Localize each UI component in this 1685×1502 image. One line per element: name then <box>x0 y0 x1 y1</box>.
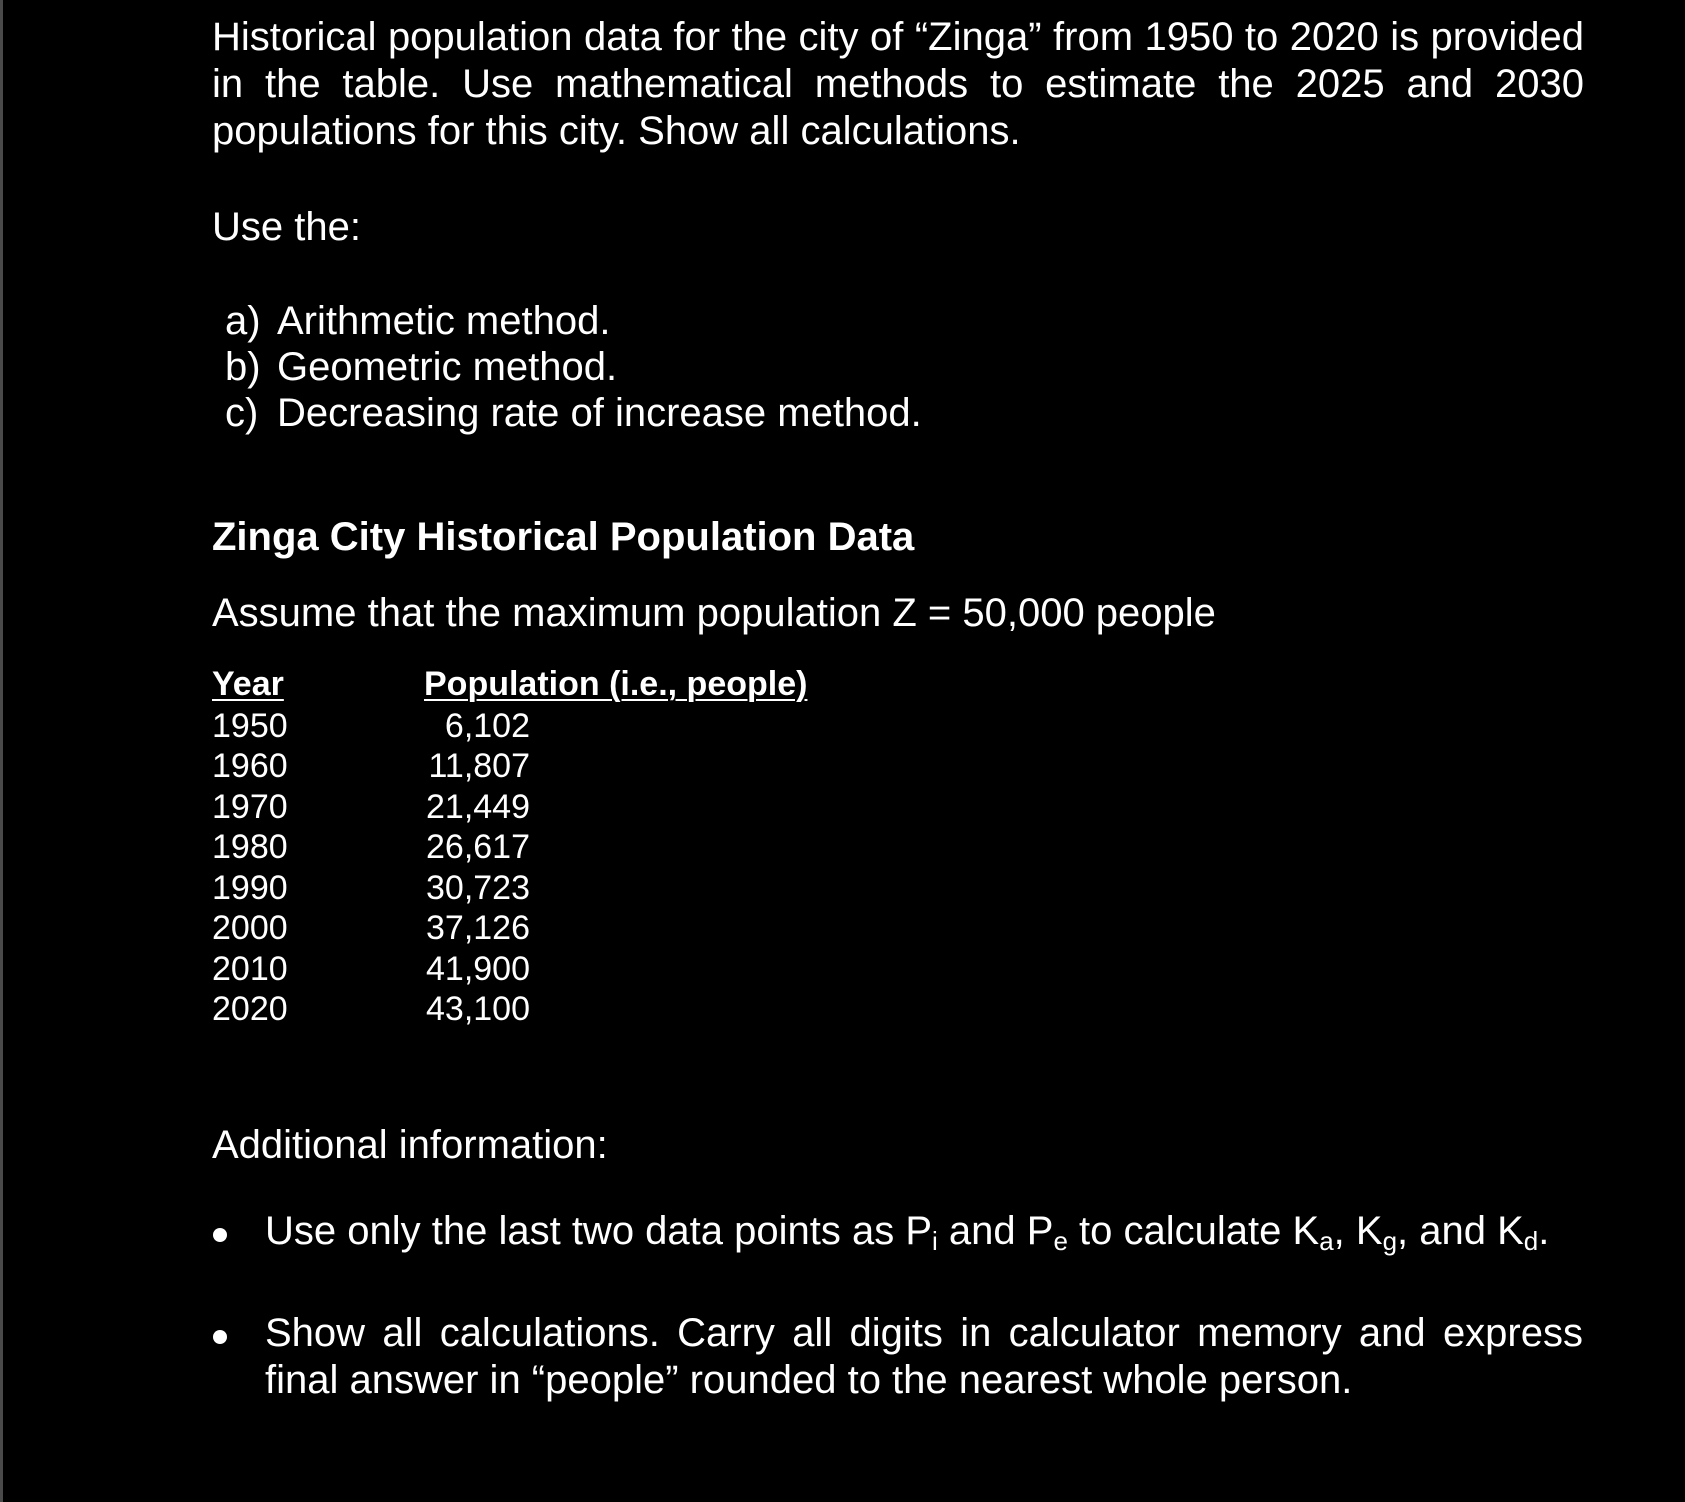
subscript-g: g <box>1382 1226 1398 1256</box>
table-cell-population: 11,807 <box>428 747 530 785</box>
bullet-item-last-two-points <box>265 1208 1549 1255</box>
bullet-icon <box>213 1228 227 1242</box>
table-cell-population: 41,900 <box>426 950 530 988</box>
table-cell-population: 26,617 <box>426 828 530 866</box>
additional-info-heading: Additional information: <box>212 1123 608 1167</box>
method-letter: c) <box>225 391 259 435</box>
table-cell-population: 6,102 <box>444 707 530 745</box>
subscript-i: i <box>932 1226 938 1256</box>
method-item-arithmetic <box>225 298 610 345</box>
table-cell-year: 1970 <box>212 788 288 826</box>
table-header-population: Population (i.e., people) <box>424 665 808 703</box>
bullet1-text: and P <box>937 1209 1054 1253</box>
table-cell-year: 1950 <box>212 707 288 745</box>
table-cell-year: 1960 <box>212 747 288 785</box>
method-letter: b) <box>225 345 261 389</box>
bullet-item-show-calculations-line2: final answer in “people” rounded to the nearest whole person. <box>265 1358 1353 1402</box>
subscript-a: a <box>1319 1226 1334 1256</box>
table-cell-population: 21,449 <box>426 788 530 826</box>
method-label: Geometric method. <box>277 345 618 389</box>
table-cell-population: 43,100 <box>426 990 530 1028</box>
table-cell-population: 37,126 <box>426 909 530 947</box>
subscript-d: d <box>1523 1226 1539 1256</box>
table-header-year: Year <box>212 665 284 703</box>
method-item-decreasing-rate <box>225 390 922 437</box>
use-the-label: Use the: <box>212 205 361 249</box>
bullet1-text: . <box>1538 1209 1550 1253</box>
intro-text: Historical population data for the city of “Zinga” from 1950 to 2020 is provided in the table. Use mathematical methods to estimate the 2025 and 2030 <box>212 15 1584 106</box>
section-title: Zinga City Historical Population Data <box>212 515 915 559</box>
table-cell-year: 1980 <box>212 828 288 866</box>
table-cell-year: 2010 <box>212 950 288 988</box>
method-label: Arithmetic method. <box>277 299 611 343</box>
bullet1-text: to calculate K <box>1067 1209 1320 1253</box>
bullet-icon <box>213 1330 227 1344</box>
intro-paragraph <box>212 14 1584 108</box>
table-cell-year: 2020 <box>212 990 288 1028</box>
assumption-text: Assume that the maximum population Z = 50,000 people <box>212 591 1216 635</box>
intro-last-line: populations for this city. Show all calculations. <box>212 109 1021 153</box>
method-label: Decreasing rate of increase method. <box>277 391 922 435</box>
table-cell-year: 2000 <box>212 909 288 947</box>
left-border <box>0 0 3 1502</box>
bullet1-text: Use only the last two data points as P <box>265 1209 933 1253</box>
table-cell-year: 1990 <box>212 869 288 907</box>
bullet1-text: , and K <box>1397 1209 1524 1253</box>
table-cell-population: 30,723 <box>426 869 530 907</box>
bullet1-text: , K <box>1333 1209 1383 1253</box>
method-letter: a) <box>225 299 261 343</box>
method-item-geometric <box>225 344 617 391</box>
subscript-e: e <box>1053 1226 1068 1256</box>
bullet-item-show-calculations-line1: Show all calculations. Carry all digits in calculator memory and express <box>265 1311 1583 1355</box>
